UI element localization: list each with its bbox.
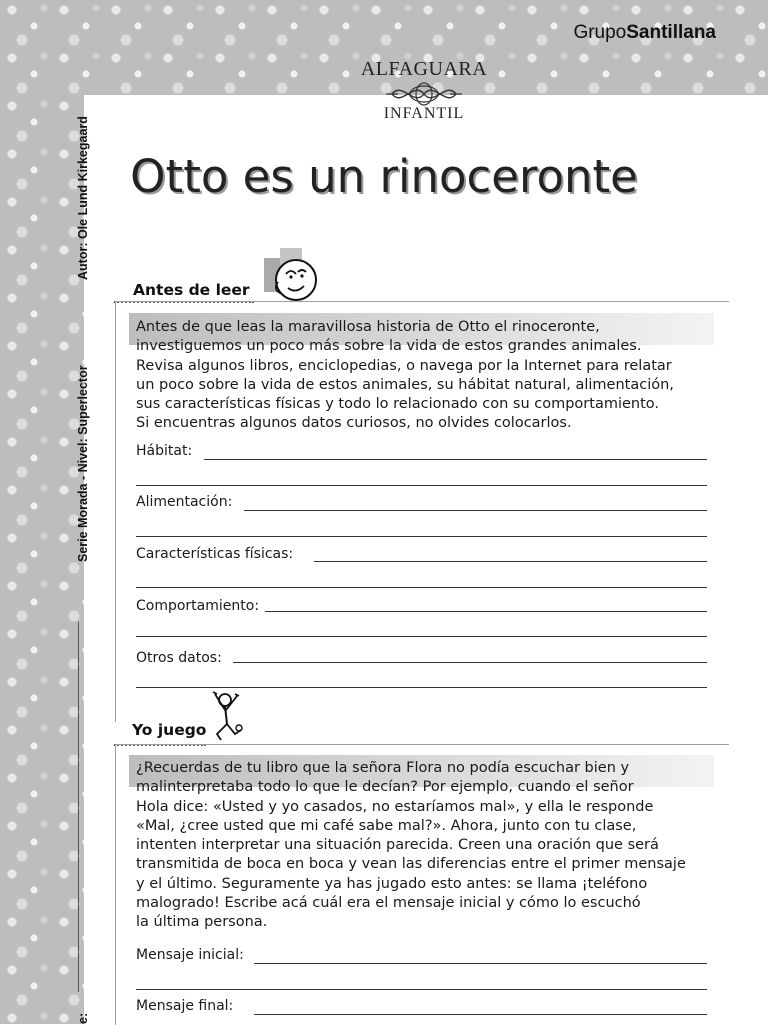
- paragraph-line: Revisa algunos libros, enciclopedias, o navega por la Internet para relatar: [136, 357, 672, 374]
- caracteristicas-write-line[interactable]: [314, 561, 707, 562]
- paragraph-line: Hola dice: «Usted y yo casados, no estaríamos mal», y ella le responde: [136, 798, 654, 815]
- mensaje-final-label: Mensaje final:: [136, 998, 234, 1014]
- alimentacion-label: Alimentación:: [136, 494, 233, 510]
- paragraph-line: sus características físicas y todo lo relacionado con su comportamiento.: [136, 396, 660, 413]
- habitat-write-line-2[interactable]: [136, 485, 707, 486]
- comportamiento-write-line[interactable]: [265, 611, 707, 612]
- paragraph-line: malogrado! Escribe acá cuál era el mensaje inicial y cómo lo escuchó: [136, 895, 641, 912]
- comportamiento-label: Comportamiento:: [136, 598, 260, 614]
- section2-paragraph: [136, 759, 721, 933]
- paragraph-line: un poco sobre la vida de estos animales, su hábitat natural, alimentación,: [136, 376, 674, 393]
- alfaguara-logo: [356, 58, 492, 123]
- mensaje-final-write-line[interactable]: [254, 1014, 707, 1015]
- paragraph-line: transmitida de boca en boca y vean las diferencias entre el primer mensaje: [136, 856, 686, 873]
- jumping-kid-icon: [205, 688, 245, 744]
- section1-paragraph: [136, 318, 721, 434]
- brand-prefix: Grupo: [573, 22, 627, 43]
- paragraph-line: y el último. Seguramente ya has jugado esto antes: se llama ¡teléfono: [136, 875, 648, 892]
- section-heading-yo-juego: Yo juego: [132, 721, 207, 739]
- paragraph-line: Antes de que leas la maravillosa historia de Otto el rinoceronte,: [136, 319, 600, 335]
- caracteristicas-label: Características físicas:: [136, 546, 294, 562]
- paragraph-line: investiguemos un poco más sobre la vida de estos grandes animales.: [136, 338, 642, 355]
- paragraph-line: «Mal, ¿cree usted que mi café sabe mal?». Ahora, junto con tu clase,: [136, 817, 637, 834]
- brand-bold: Santillana: [626, 22, 716, 43]
- mensaje-inicial-label: Mensaje inicial:: [136, 947, 244, 963]
- habitat-label: Hábitat:: [136, 443, 193, 459]
- alimentacion-write-line-2[interactable]: [136, 536, 707, 537]
- caracteristicas-write-line-2[interactable]: [136, 587, 707, 588]
- name-write-line: [78, 622, 79, 992]
- otros-datos-label: Otros datos:: [136, 650, 222, 666]
- paragraph-line: ¿Recuerdas de tu libro que la señora Flora no podía escuchar bien y: [136, 760, 630, 776]
- paragraph-line: la última persona.: [136, 914, 268, 931]
- comportamiento-write-line-2[interactable]: [136, 636, 707, 637]
- name-label: e:: [76, 1012, 90, 1024]
- publisher-name: ALFAGUARA: [360, 58, 488, 80]
- paragraph-line: Si encuentras algunos datos curiosos, no olvides colocarlos.: [136, 415, 572, 432]
- grupo-santillana-logo: [573, 22, 716, 44]
- mensaje-inicial-write-line[interactable]: [254, 963, 707, 964]
- page-title: Otto es un rinoceronte: [130, 150, 638, 203]
- habitat-write-line[interactable]: [204, 459, 707, 460]
- publisher-sub: INFANTIL: [383, 105, 465, 122]
- author-label: Autor: Ole Lund Kirkegaard: [76, 116, 90, 280]
- series-label: Serie Morada - Nivel: Superlector: [76, 365, 90, 562]
- alimentacion-write-line[interactable]: [244, 510, 707, 511]
- otros-datos-write-line[interactable]: [233, 662, 707, 663]
- paragraph-line: intenten interpretar una situación parecida. Creen una oración que será: [136, 837, 659, 854]
- section-heading-antes-de-leer: Antes de leer: [133, 281, 250, 299]
- knot-emblem-icon: [384, 81, 464, 107]
- reading-boy-icon: [254, 246, 324, 308]
- paragraph-line: malinterpretaba todo lo que le decían? Por ejemplo, cuando el señor: [136, 779, 634, 796]
- mensaje-inicial-write-line-2[interactable]: [136, 989, 707, 990]
